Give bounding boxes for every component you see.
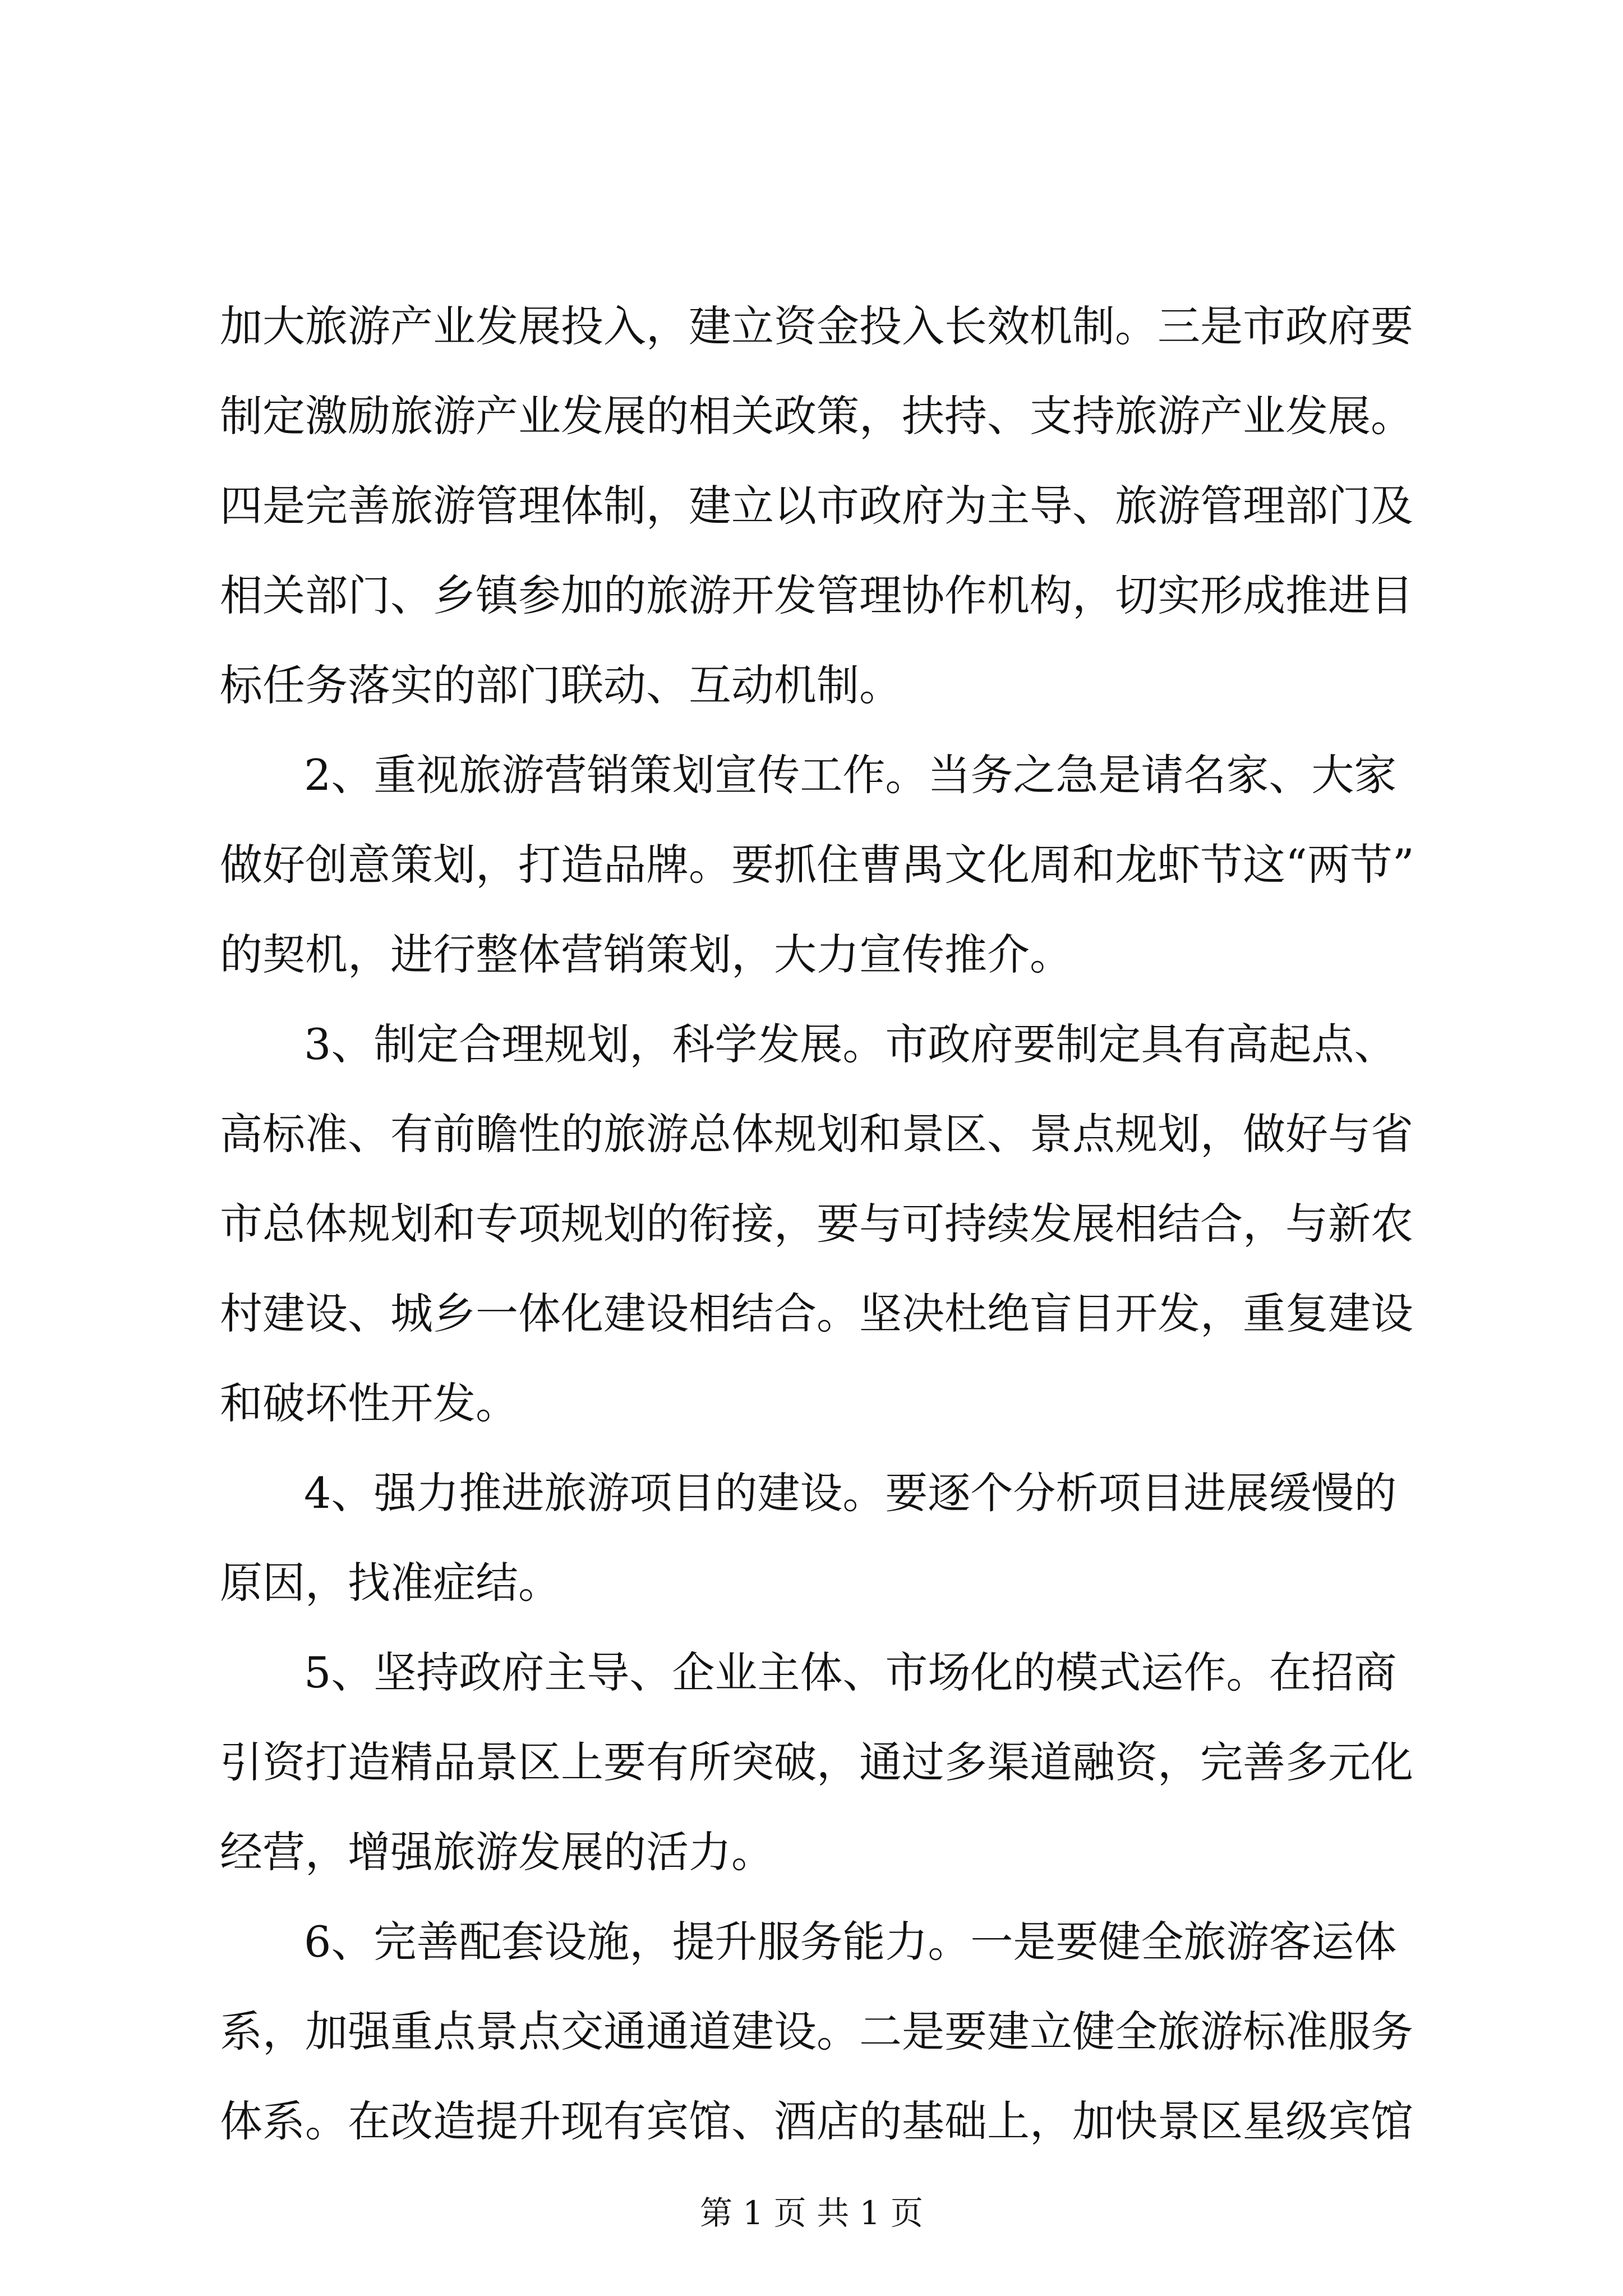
- text-line: 经营，增强旅游发展的活力。: [220, 1827, 774, 1877]
- text-line: 做好创意策划，打造品牌。要抓住曹禺文化周和龙虾节这“两节”: [220, 840, 1414, 890]
- paragraph-start-line: 4、强力推进旅游项目的建设。要逐个分析项目进展缓慢的: [304, 1468, 1397, 1518]
- text-line: 引资打造精品景区上要有所突破，通过多渠道融资，完善多元化: [220, 1737, 1413, 1787]
- text-line: 体系。在改造提升现有宾馆、酒店的基础上，加快景区星级宾馆: [220, 2096, 1413, 2146]
- text-line: 高标准、有前瞻性的旅游总体规划和景区、景点规划，做好与省: [220, 1109, 1413, 1159]
- paragraph-start-line: 5、坚持政府主导、企业主体、市场化的模式运作。在招商: [304, 1648, 1397, 1697]
- text-line: 制定激励旅游产业发展的相关政策，扶持、支持旅游产业发展。: [220, 391, 1413, 441]
- text-line: 四是完善旅游管理体制，建立以市政府为主导、旅游管理部门及: [220, 481, 1413, 531]
- text-line: 的契机，进行整体营销策划，大力宣传推介。: [220, 930, 1072, 979]
- paragraph-start-line: 2、重视旅游营销策划宣传工作。当务之急是请名家、大家: [304, 750, 1397, 800]
- text-line: 系，加强重点景点交通通道建设。二是要建立健全旅游标准服务: [220, 2007, 1413, 2056]
- page-number-footer: 第 1 页 共 1 页: [700, 2194, 923, 2232]
- text-line: 标任务落实的部门联动、互动机制。: [220, 660, 902, 710]
- text-line: 村建设、城乡一体化建设相结合。坚决杜绝盲目开发，重复建设: [220, 1289, 1413, 1338]
- text-line: 加大旅游产业发展投入，建立资金投入长效机制。三是市政府要: [220, 301, 1413, 351]
- text-line: 相关部门、乡镇参加的旅游开发管理协作机构，切实形成推进目: [220, 570, 1413, 620]
- paragraph-start-line: 6、完善配套设施，提升服务能力。一是要健全旅游客运体: [304, 1917, 1397, 1967]
- text-line: 原因，找准症结。: [220, 1558, 561, 1608]
- paragraph-start-line: 3、制定合理规划，科学发展。市政府要制定具有高起点、: [304, 1019, 1397, 1069]
- text-line: 市总体规划和专项规划的衔接，要与可持续发展相结合，与新农: [220, 1199, 1413, 1249]
- text-line: 和破坏性开发。: [220, 1378, 518, 1428]
